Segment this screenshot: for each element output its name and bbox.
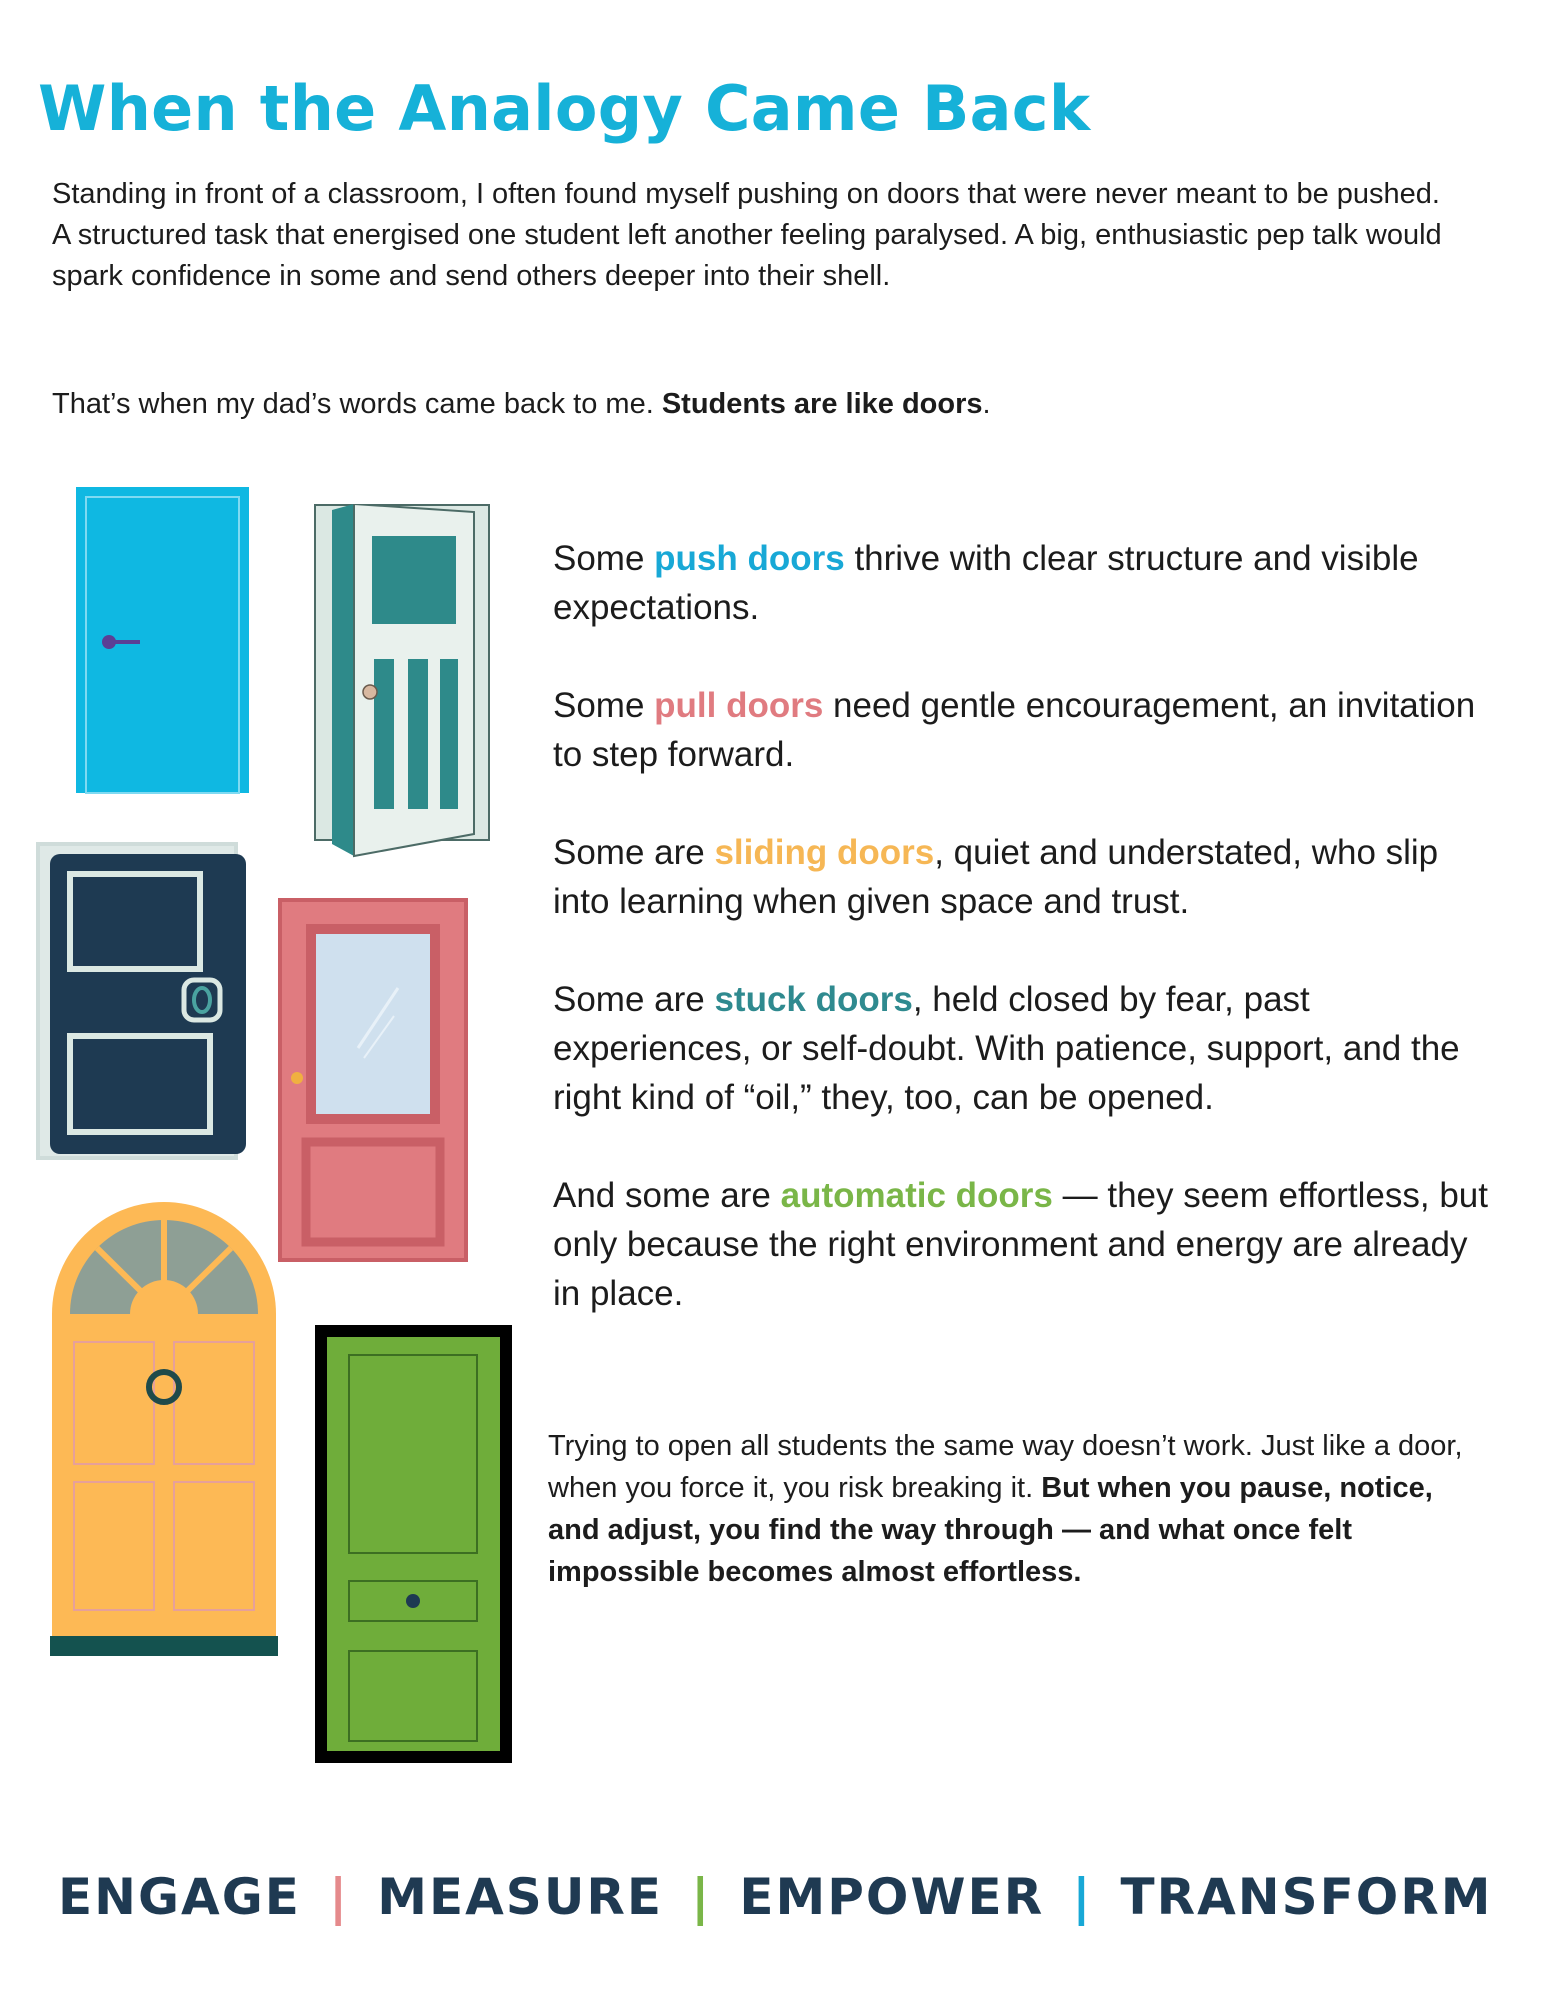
conclusion-bold: But when you pause, notice, and adjust, you find the way through — and what once felt impossible becomes almost effortless. xyxy=(548,1472,1433,1588)
open-white-door-illustration xyxy=(314,504,492,859)
pull-doors-keyword: pull doors xyxy=(654,686,824,725)
door-type-pre: Some xyxy=(553,686,655,725)
conclusion-paragraph xyxy=(548,1425,1468,1593)
footer-word-engage: ENGAGE xyxy=(58,1868,301,1926)
door-type-sliding xyxy=(553,828,1493,926)
footer-word-empower: EMPOWER xyxy=(739,1868,1045,1926)
door-type-post: — they seem effortless, but only because the right environment and energy are already in place. xyxy=(553,1176,1488,1313)
pink-door-illustration xyxy=(278,898,468,1262)
door-type-pre: Some are xyxy=(553,980,715,1019)
intro-lead: That’s when my dad’s words came back to me. xyxy=(52,388,662,420)
intro-bold: Students are like doors xyxy=(661,388,983,420)
door-type-post: , quiet and understated, who slip into learning when given space and trust. xyxy=(553,833,1439,921)
door-type-push xyxy=(553,534,1493,632)
intro-paragraph: Standing in front of a classroom, I often found myself pushing on doors that were never meant to be pushed. A structured task that energised one student left another feeling paralysed. A big, enthusiastic pep talk would spark confidence in some and send others deeper into their shell. xyxy=(52,178,1442,292)
door-type-automatic xyxy=(553,1171,1493,1318)
blue-door-illustration xyxy=(76,487,252,795)
door-type-post: thrive with clear structure and visible expectations. xyxy=(553,539,1419,627)
intro-paragraph-2 xyxy=(52,384,1452,425)
footer-word-measure: MEASURE xyxy=(377,1868,664,1926)
footer-tagline xyxy=(58,1862,1493,1932)
green-door-illustration xyxy=(315,1325,512,1763)
footer-separator: | xyxy=(691,1868,712,1926)
page-title: When the Analogy Came Back xyxy=(38,72,1091,145)
door-type-post: need gentle encouragement, an invitation to step forward. xyxy=(553,686,1476,774)
door-types-list xyxy=(553,534,1493,1367)
footer-separator: | xyxy=(328,1868,350,1926)
navy-door-illustration xyxy=(36,840,252,1162)
door-type-pre: Some xyxy=(553,539,655,578)
footer-word-transform: TRANSFORM xyxy=(1120,1868,1493,1926)
door-type-pull xyxy=(553,681,1493,779)
door-type-pre: Some are xyxy=(553,833,715,872)
conclusion-normal: Trying to open all students the same way doesn’t work. Just like a door, when you force it, you risk breaking it. xyxy=(548,1430,1463,1504)
door-type-stuck xyxy=(553,975,1493,1122)
intro-end: . xyxy=(982,388,991,420)
stuck-doors-keyword: stuck doors xyxy=(714,980,913,1019)
door-type-pre: And some are xyxy=(553,1176,781,1215)
door-type-post: , held closed by fear, past experiences, or self-doubt. With patience, support, and the right kind of “oil,” they, too, can be opened. xyxy=(553,980,1460,1117)
automatic-doors-keyword: automatic doors xyxy=(780,1176,1053,1215)
sliding-doors-keyword: sliding doors xyxy=(714,833,935,872)
arched-yellow-door-illustration xyxy=(50,1202,278,1656)
footer-separator: | xyxy=(1072,1868,1093,1926)
push-doors-keyword: push doors xyxy=(654,539,845,578)
